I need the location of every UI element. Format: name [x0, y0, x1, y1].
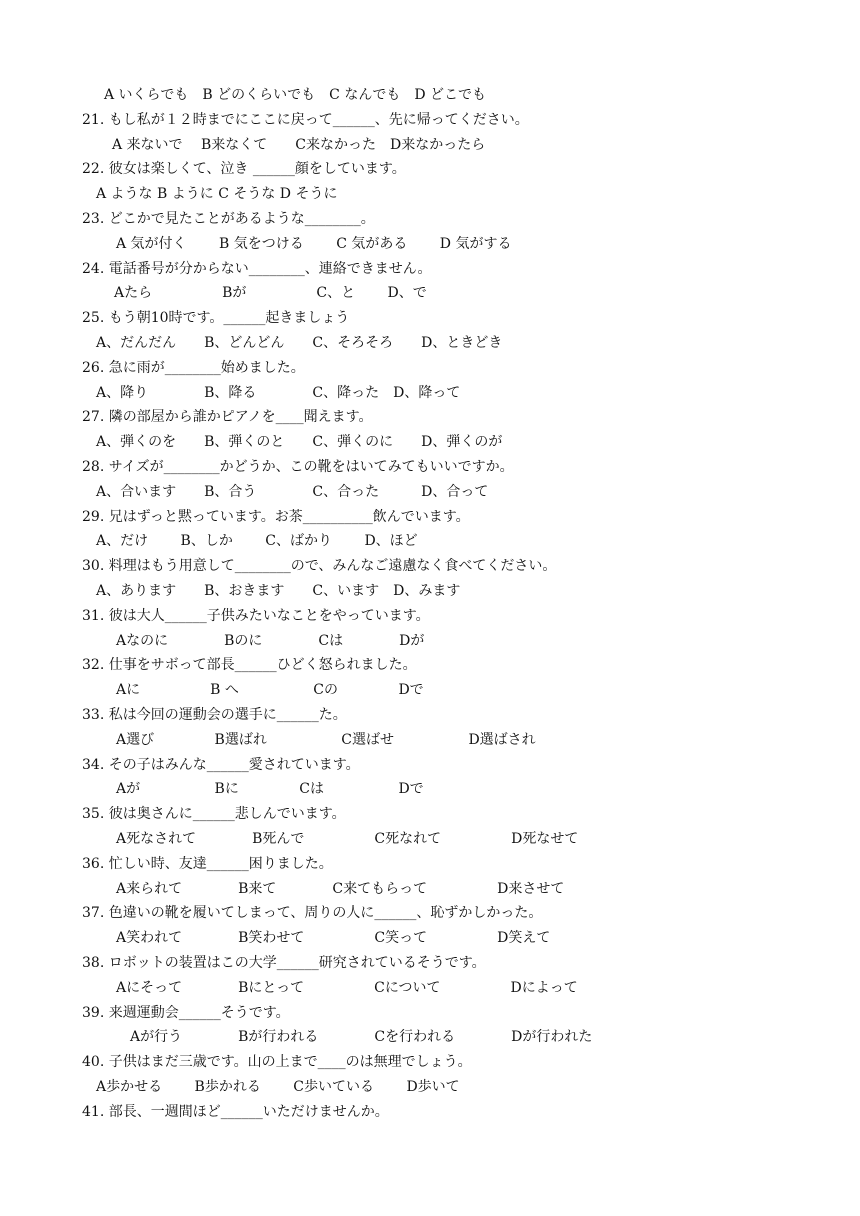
- question-stem: 38. ロボットの装置はこの大学______研究されているそうです。: [82, 955, 486, 971]
- answer-options: A、降り B、降る C、降った D、降って: [96, 385, 461, 401]
- answer-options: Aにそって Bにとって Cについて Dによって: [116, 980, 578, 996]
- answer-options: A選び B選ばれ C選ばせ D選ばされ: [116, 732, 536, 748]
- answer-options: A ような B ように C そうな D そうに: [96, 186, 338, 202]
- answer-options: A、だんだん B、どんどん C、そろそろ D、ときどき: [96, 335, 503, 351]
- answer-options: A、合います B、合う C、合った D、合って: [96, 484, 489, 500]
- question-stem: 39. 来週運動会______そうです。: [82, 1005, 290, 1021]
- question-stem: 25. もう朝10時です。______起きましょう: [82, 310, 350, 326]
- answer-options: A歩かせる B歩かれる C歩いている D歩いて: [96, 1079, 460, 1095]
- answer-options: Aなのに Bのに Cは Dが: [116, 633, 425, 649]
- question-stem: 32. 仕事をサボって部長______ひどく怒られました。: [82, 657, 417, 673]
- question-stem: 22. 彼女は楽しくて、泣き ______顔をしています。: [82, 161, 406, 177]
- question-stem: 40. 子供はまだ三歳です。山の上まで____のは無理でしょう。: [82, 1054, 472, 1070]
- answer-options: A 来ないで B来なくて C来なかった D来なかったら: [112, 137, 486, 153]
- answer-options: A、だけ B、しか C、ばかり D、ほど: [96, 533, 418, 549]
- question-stem: 34. その子はみんな______愛されています。: [82, 757, 360, 773]
- question-stem: 31. 彼は大人______子供みたいなことをやっています。: [82, 608, 430, 624]
- question-stem: 36. 忙しい時、友達______困りました。: [82, 856, 333, 872]
- answer-options: Aに B へ Cの Dで: [116, 682, 424, 698]
- answer-options: A来られて B来て C来てもらって D来させて: [116, 881, 565, 897]
- question-stem: 30. 料理はもう用意して________ので、みんなご遠慮なく食べてください。: [82, 558, 557, 574]
- question-stem: 27. 隣の部屋から誰かピアノを____聞えます。: [82, 409, 373, 425]
- question-stem: 35. 彼は奥さんに______悲しんでいます。: [82, 806, 346, 822]
- question-stem: 41. 部長、一週間ほど______いただけませんか。: [82, 1104, 389, 1120]
- answer-options: Aが行う Bが行われる Cを行われる Dが行われた: [130, 1029, 593, 1045]
- answer-options: A 気が付く B 気をつける C 気がある D 気がする: [116, 236, 512, 252]
- answer-options: A、あります B、おきます C、います D、みます: [96, 583, 461, 599]
- answer-options: Aが Bに Cは Dで: [116, 781, 424, 797]
- question-stem: 29. 兄はずっと黙っています。お茶__________飲んでいます。: [82, 509, 470, 525]
- question-stem: 28. サイズが________かどうか、この靴をはいてみてもいいですか。: [82, 459, 514, 475]
- answer-options: A いくらでも B どのくらいでも C なんでも D どこでも: [104, 87, 486, 103]
- question-stem: 37. 色違いの靴を履いてしまって、周りの人に______、恥ずかしかった。: [82, 905, 543, 921]
- answer-options: A、弾くのを B、弾くのと C、弾くのに D、弾くのが: [96, 434, 503, 450]
- question-stem: 23. どこかで見たことがあるような________。: [82, 211, 375, 227]
- question-stem: 21. もし私が１２時までにここに戻って______、先に帰ってください。: [82, 112, 529, 128]
- question-stem: 24. 電話番号が分からない________、連絡できません。: [82, 261, 432, 277]
- answer-options: A死なされて B死んで C死なれて D死なせて: [116, 831, 579, 847]
- answer-options: A笑われて B笑わせて C笑って D笑えて: [116, 930, 551, 946]
- question-stem: 26. 急に雨が________始めました。: [82, 360, 305, 376]
- answer-options: Aたら Bが C、と D、で: [114, 285, 427, 301]
- question-stem: 33. 私は今回の運動会の選手に______た。: [82, 707, 347, 723]
